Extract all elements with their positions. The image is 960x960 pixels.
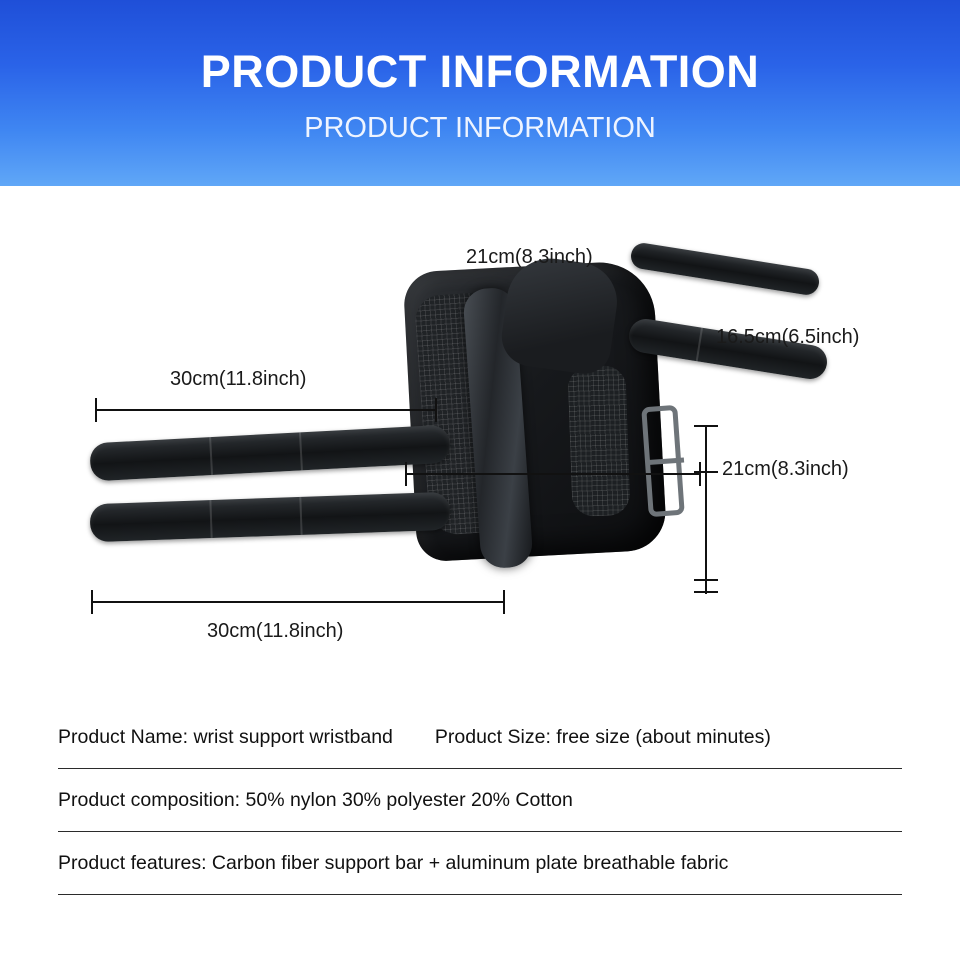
dimension-label-right-lower: 21cm(8.3inch): [722, 458, 849, 480]
strap-left-lower: [89, 492, 450, 543]
spec-row: [58, 832, 902, 895]
strap-left-upper: [89, 425, 450, 482]
page-subtitle: PRODUCT INFORMATION: [304, 112, 656, 144]
spec-row: [58, 769, 902, 832]
product-image: [80, 246, 820, 646]
page-title: PRODUCT INFORMATION: [200, 46, 760, 97]
spec-product-composition: Product composition: 50% nylon 30% polyester 20% Cotton: [58, 788, 573, 811]
dimension-label-top-width: 21cm(8.3inch): [466, 246, 593, 268]
dimension-label-right-upper: 16.5cm(6.5inch): [716, 326, 860, 348]
header-banner: [0, 0, 960, 186]
spec-product-name: Product Name: wrist support wristband: [58, 725, 393, 748]
dimension-label-left-upper: 30cm(11.8inch): [170, 368, 307, 390]
mesh-panel-right: [567, 365, 630, 517]
spec-product-size: Product Size: free size (about minutes): [434, 725, 771, 748]
strap-right-upper: [629, 241, 821, 296]
spec-product-features: Product features: Carbon fiber support bar + aluminum plate breathable fabric: [58, 851, 729, 874]
dimension-label-bottom-width: 30cm(11.8inch): [207, 620, 344, 642]
buckle-icon: [641, 405, 685, 517]
spec-list: [58, 706, 902, 895]
product-diagram: [0, 186, 960, 700]
spec-row: [58, 706, 902, 769]
